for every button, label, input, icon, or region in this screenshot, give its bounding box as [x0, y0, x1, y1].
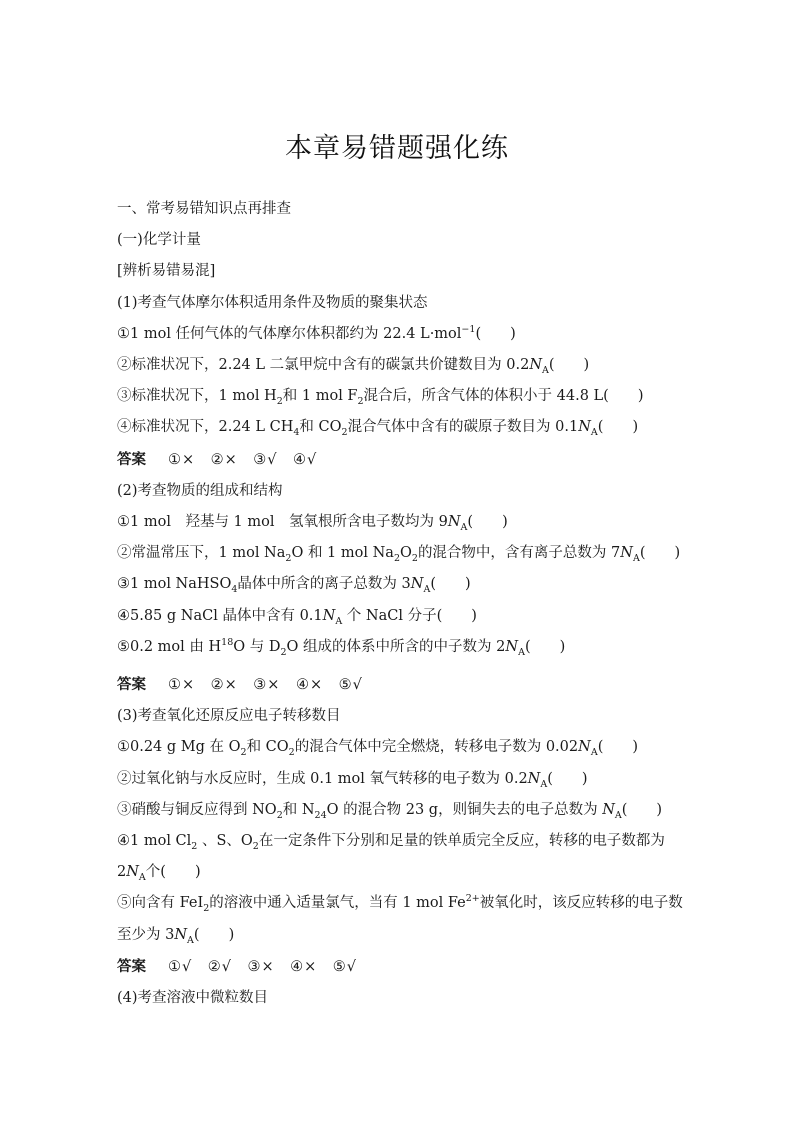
- answer-line: [117, 951, 683, 983]
- question-item: ③标准状况下，1 mol $H_2$和 1 mol $F_2$混合后，所含气体的体积小于 44.8 L( ): [117, 388, 644, 408]
- group-heading: (3)考查氧化还原反应电子转移数目: [117, 708, 341, 725]
- bracket-heading: [辨析易错易混]: [117, 263, 216, 280]
- question-item: ④标准状况下，2.24 L $CH_4$和 $CO_2$混合气体中含有的碳原子数目为 $0.1N_A$( ): [117, 419, 639, 439]
- answer-values: ①× ②× ③× ④× ⑤√: [168, 677, 363, 694]
- question-item: ⑤0.2 mol 由 $H^{18}O$ 与 $D_2O$ 组成的体系中所含的中子数为 $2N_A$( ): [117, 637, 566, 658]
- answer-label: 答案: [117, 676, 146, 694]
- group-heading: (1)考查气体摩尔体积适用条件及物质的聚集状态: [117, 294, 428, 311]
- question-item: ①0.24 g Mg 在 $O_2$和 $CO_2$的混合气体中完全燃烧，转移电子数为 $0.02N_A$( ): [117, 739, 639, 759]
- subsection-heading: (一)化学计量: [117, 232, 201, 249]
- group-heading: (4)考查溶液中微粒数目: [117, 990, 269, 1007]
- answer-line: [117, 669, 683, 701]
- question-item: ②标准状况下，2.24 L 二氯甲烷中含有的碳氯共价键数目为 $0.2N_A$( ): [117, 357, 590, 376]
- question-item: ④1 mol $Cl_2$ 、S、$O_2$在一定条件下分别和足量的铁单质完全反应，转移的电子数都为 $2N_A$个( ): [117, 833, 665, 884]
- page-title: 本章易错题强化练: [285, 133, 509, 164]
- question-item: ③硝酸与铜反应得到 $NO_2$和 $N_{24}O$ 的混合物 23 g，则铜失去的电子总数为 $N_A$( ): [117, 801, 663, 821]
- question-item: ②常温常压下，1 mol $Na_2O$ 和 1 mol $Na_2O_2$的混合物中，含有离子总数为 $7N_A$( ): [117, 545, 681, 565]
- answer-values: ①√ ②√ ③× ④× ⑤√: [168, 958, 358, 975]
- answer-line: [117, 444, 683, 476]
- question-item: ①1 mol 任何气体的气体摩尔体积都约为 22.4 L·mol$^{-1}$( ): [117, 323, 516, 342]
- answer-label: 答案: [117, 957, 146, 975]
- section-heading: 一、常考易错知识点再排查: [117, 201, 291, 217]
- document-body: [117, 194, 683, 1014]
- answer-values: ①× ②× ③√ ④√: [168, 451, 318, 468]
- question-item: ④5.85 g NaCl 晶体中含有 $0.1N_A$ 个 NaCl 分子( ): [117, 607, 477, 627]
- question-item: ①1 mol 羟基与 1 mol 氢氧根所含电子数均为 $9N_A$( ): [117, 514, 508, 533]
- question-item: ⑤向含有 FeI$_2$的溶液中通入适量氯气，当有 1 mol $Fe^{2+}$被氧化时，该反应转移的电子数至少为 $3N_A$( ): [117, 893, 683, 946]
- group-heading: (2)考查物质的组成和结构: [117, 482, 283, 499]
- question-item: ③1 mol NaHSO$_4$晶体中所含的离子总数为 $3N_A$( ): [117, 576, 471, 596]
- question-item: ②过氧化钠与水反应时，生成 0.1 mol 氧气转移的电子数为 $0.2N_A$( ): [117, 770, 588, 790]
- answer-label: 答案: [117, 450, 146, 468]
